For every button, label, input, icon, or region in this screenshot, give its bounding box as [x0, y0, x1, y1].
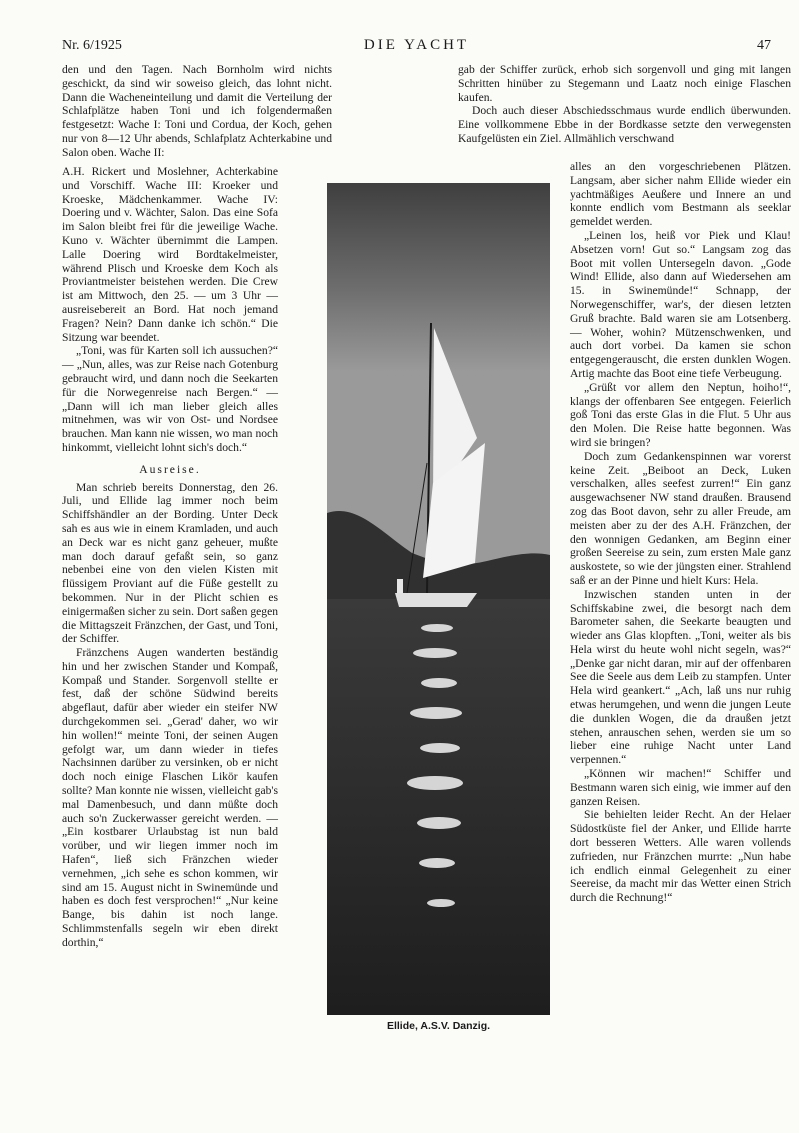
paragraph: „Leinen los, heiß vor Piek und Klau! Absetzen vorn! Gut so.“ Langsam zog das Boot mit vollen Untersegeln davon. „Gode Wind! Ellide, also dann auf Wiedersehen am 15. in Swinemünde!“ Schnapp, der Norwegenschiffer, war's, der diesen letzten Gruß brachte. Bald waren sie am Lotsenberg. — Woher, wohin? Mützenschwenken, und auch dort vorbei. Da kamen sie schon entgegengerauscht, die ersten dunklen Wogen. Artig machte das Boot eine tiefe Verbeugung. [570, 228, 791, 380]
paragraph: A.H. Rickert und Moslehner, Achterkabine und Vorschiff. Wache III: Kroeker und Kroeske, Mädchenkammer. Wache IV: Doering und v. Wächter, Salon. Das eine Sofa im Salon bleibt frei für die jeweilige Wache. Kuno v. Wächter übernimmt die Lampen. Lalle Doering wird Bordtakelmeister, während Plisch und Kroeske dem Koch als Proviantmeister beistehen werden. Die Crew ist am Mittwoch, den 25. — um 3 Uhr — ausreisebereit an Bord. Hat noch jemand Fragen? Nein? Dann danke ich schön.“ Die Sitzung war beendet. [62, 165, 278, 344]
left-column [62, 165, 278, 950]
section-heading: Ausreise. [139, 462, 201, 476]
running-header [62, 38, 771, 58]
right-column-top [458, 63, 791, 146]
paragraph: alles an den vorgeschriebenen Plätzen. Langsam, aber sicher nahm Ellide wieder ein yachtmäßiges Aeußere und Innere an und konnte endlich vom Bestmann als seeklar gemeldet werden. [570, 160, 791, 229]
ellide-yacht-image [327, 183, 550, 1015]
paragraph: Sie behielten leider Recht. An der Helaer Südostküste fiel der Anker, und Ellide harrte dort besseren Wetters. Alle waren vollends zufrieden, nur Fränzchen murrte: „Nun habe ich endlich einmal Gelegenheit zu einer Seereise, da macht mir das Wetter einen Strich durch die Rechnung!“ [570, 808, 791, 905]
photo-caption: Ellide, A.S.V. Danzig. [386, 1020, 491, 1032]
page-number: 47 [757, 38, 771, 53]
paragraph: Doch zum Gedankenspinnen war vorerst keine Zeit. „Beiboot an Deck, Luken verschalken, alles seefest zurren!“ Ein ganz ausgewachsener NW stand draußen. Brausend zog das Boot davon, sehr zu aller Freude, am meisten aber zu der des A.H. Fränzchen, der den wonnigen Gedanken, am Beginn einer großen Seereise zu sein, zum ersten Male ganz auskostete, so wie der jüngsten einer. Strahlend saß er an der Pinne und hielt Kurs: Hela. [570, 449, 791, 587]
paragraph: Man schrieb bereits Donnerstag, den 26. Juli, und Ellide lag immer noch beim Schiffshändler an der Bording. Unter Deck sah es aus wie in einem Kramladen, und auch an Deck war es nicht ganz geheuer, mußte man doch darauf gefaßt sein, so ganz nebenbei eine von den vielen Kisten mit flüssigem Proviant auf die Füße gestellt zu bekommen. Nur in der Plicht schien es einigermaßen sicher zu sein. Dort saßen gegen die Mittagszeit Fränzchen, der Gast, und Toni, der Schiffer. [62, 480, 279, 646]
paragraph: Inzwischen standen unten in der Schiffskabine zwei, die besorgt nach dem Barometer sahen, die Seekarte beaugten und wieder ans Glas klopften. „Toni, weiter als bis Hela wirst du heute wohl nicht segeln, was?“ „Denke gar nicht daran, mir auf der offenbaren See die Seele aus dem Leib zu stampfen. Unter Hela wird geankert.“ „Ach, laß uns nur ruhig etwas herumgehen, und wenn die jungen Leute die dunklen Wogen, die da draußen jetzt stehen, anrauschen sehen, werden sie um so lieber eine ruhige Nacht unter Land verpennen.“ [570, 587, 791, 767]
paragraph: gab der Schiffer zurück, erhob sich sorgenvoll und ging mit langen Schritten hinüber zu Stegemann und Laatz noch einige Flaschen kaufen. [458, 63, 791, 104]
paragraph: „Grüßt vor allem den Neptun, hoiho!“, klangs der offenbaren See entgegen. Feierlich goß Toni das erste Glas in die Flut. 5 Uhr aus den Molen. Die Reise hatte begonnen. Was wird sie bringen? [570, 380, 791, 449]
paragraph: „Können wir machen!“ Schiffer und Bestmann waren sich einig, wie immer auf den ganzen Reisen. [570, 767, 791, 808]
right-column [570, 160, 791, 905]
magazine-title: DIE YACHT [363, 37, 470, 53]
left-column-top [62, 63, 332, 160]
paragraph: Doch auch dieser Abschiedsschmaus wurde endlich überwunden. Eine vollkommene Ebbe in der Bordkasse setzte den verwegensten Kaufgelüsten ein Ziel. Allmählich verschwand [458, 104, 791, 145]
paragraph: den und den Tagen. Nach Bornholm wird nichts geschickt, da sind wir soweiso gleich, das lohnt nicht. Dann die Wacheneinteilung und damit die Verteilung der Schlafplätze haben Toni und ich folgendermaßen festgesetzt: Wache I: Toni und Cordua, der Koch, gehen nur von 8—12 Uhr abends, Schlafplatz Achterkabine und Salon oben. Wache II: [62, 63, 332, 159]
sailboat-photo [327, 183, 550, 1015]
paragraph: Fränzchens Augen wanderten beständig hin und her zwischen Stander und Kompaß, Kompaß und Stander. Sorgenvoll stellte er fest, daß der schöne Südwind bereits abgeflaut, dafür aber wieder ein steifer NW durchgekommen sei. „Gerad' daher, wo wir hin wollen!“ meinte Toni, der seinen Augen gefolgt war, um dann wieder in tiefes Nachsinnen darüber zu versinken, ob er nicht doch noch einige Flaschen Likör kaufen sollte? Man konnte nie wissen, vielleicht gab's mal Damenbesuch, und dann müßte doch auch so'n Zuckerwasser gereicht werden. — „Ein kostbarer Urlaubstag ist nun bald vorüber, und wir liegen immer noch im Hafen“, ließ sich Fränzchen wieder vernehmen, „ich sehe es schon kommen, wir sind am 15. August nicht in Swinemünde und haben es doch fest versprochen!“ „Nur keine Bange, bis dahin ist noch lange. Schlimmstenfalls segeln wir eben direkt dorthin,“ [62, 646, 278, 949]
issue-number: Nr. 6/1925 [62, 38, 122, 53]
paragraph: „Toni, was für Karten soll ich aussuchen?“ — „Nun, alles, was zur Reise nach Gotenburg gebraucht wird, und dann noch die Seekarten für die Norwegenreise nach Bergen.“ — „Dann will ich man lieber gleich alles mitnehmen, was wir von Ost- und Nordsee brauchen. Man kann nie wissen, wo man noch hinkommt, vielleicht lohnt sich's doch.“ [62, 344, 278, 454]
